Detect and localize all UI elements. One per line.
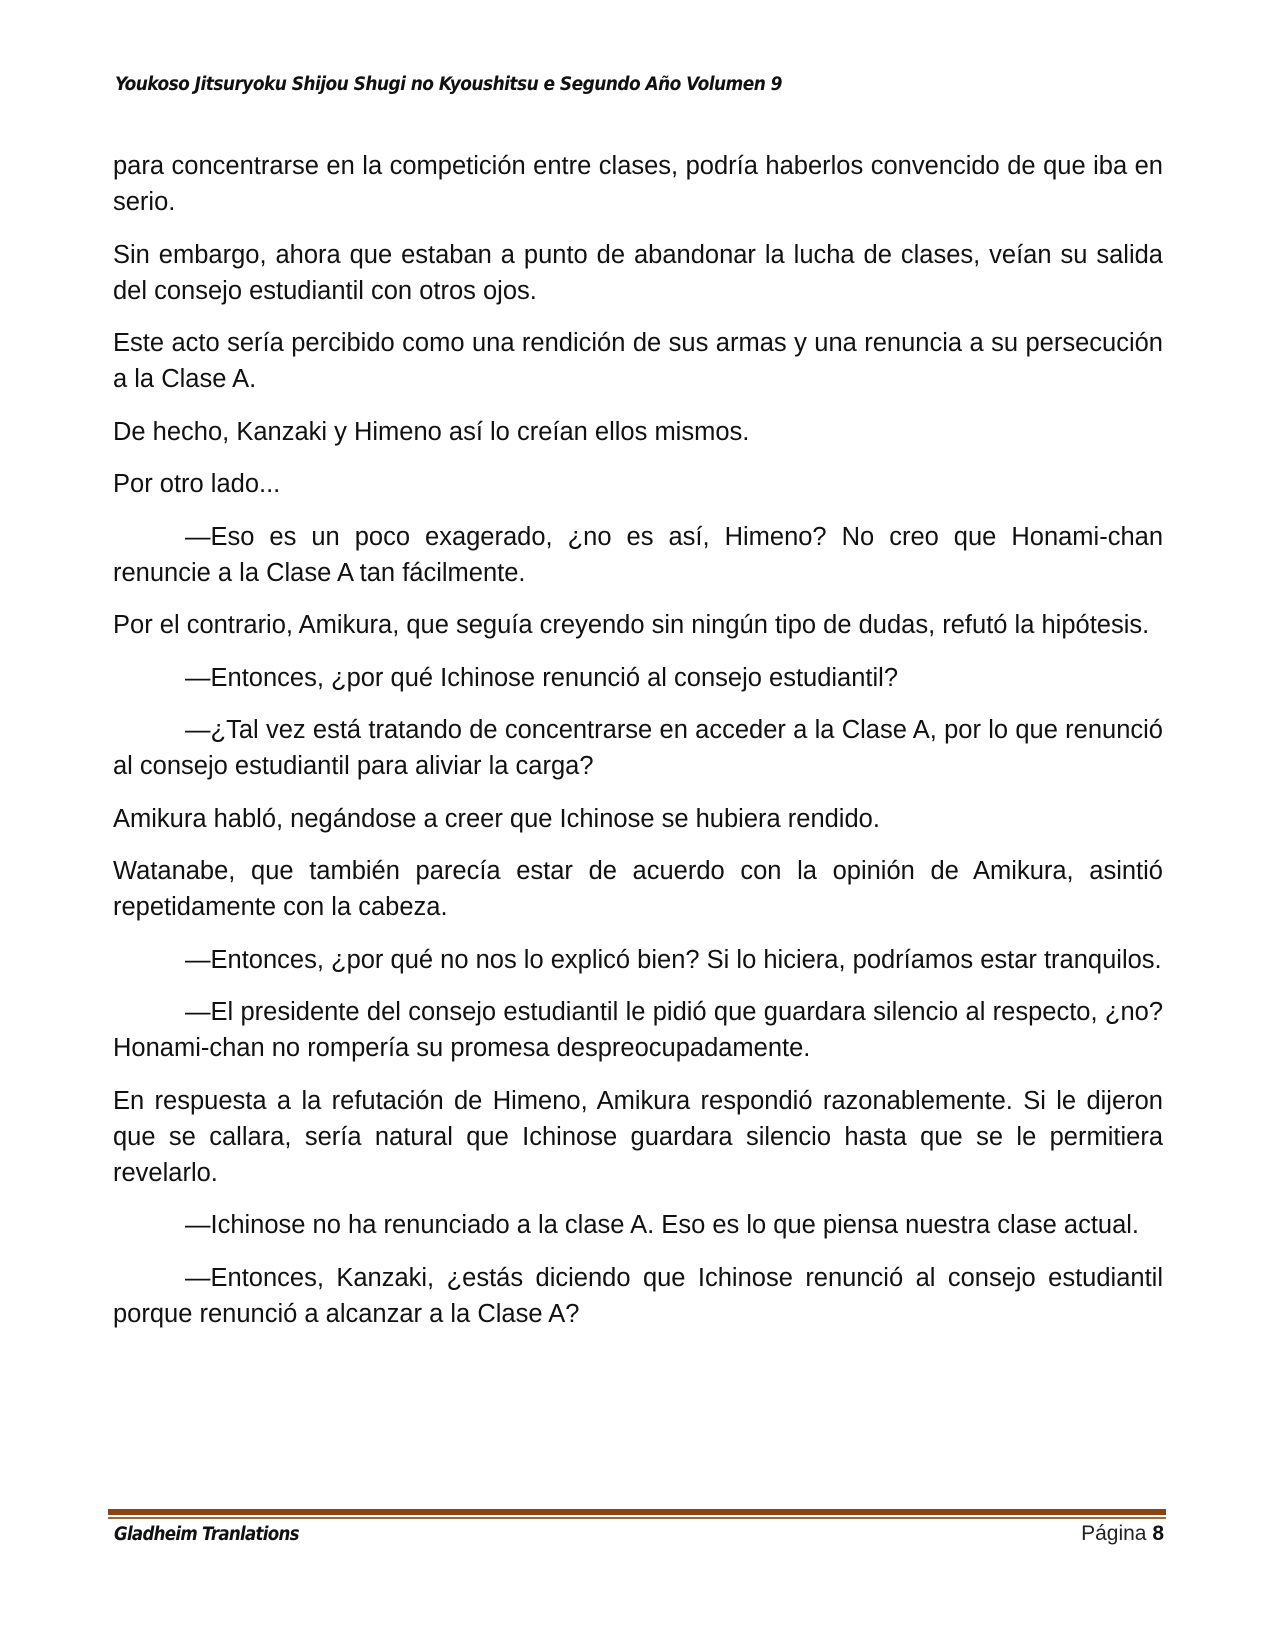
page-number: 8 — [1152, 1522, 1164, 1545]
page-indicator — [1081, 1522, 1164, 1546]
paragraph: para concentrarse en la competición entre clases, podría haberlos convencido de que iba en serio. — [113, 152, 1163, 216]
paragraph: Este acto sería percibido como una rendición de sus armas y una renuncia a su persecución a la Clase A. — [113, 329, 1163, 393]
dialog-paragraph: —¿Tal vez está tratando de concentrarse en acceder a la Clase A, por lo que renunció al consejo estudiantil para aliviar la carga? — [113, 716, 1163, 780]
dialog-paragraph: —Entonces, Kanzaki, ¿estás diciendo que Ichinose renunció al consejo estudiantil porque renunció a alcanzar a la Clase A? — [113, 1263, 1163, 1328]
paragraph: Por otro lado... — [113, 470, 281, 498]
dialog-paragraph: —Ichinose no ha renunciado a la clase A. Eso es lo que piensa nuestra clase actual. — [185, 1211, 1140, 1239]
paragraph: Amikura habló, negándose a creer que Ichinose se hubiera rendido. — [113, 804, 880, 833]
paragraph: Sin embargo, ahora que estaban a punto de abandonar la lucha de clases, veían su salida del consejo estudiantil con otros ojos. — [113, 240, 1163, 305]
footer-credit: Gladheim Tranlations — [114, 1524, 299, 1545]
paragraph: Por el contrario, Amikura, que seguía creyendo sin ningún tipo de dudas, refutó la hipótesis. — [113, 611, 1150, 639]
dialog-paragraph: —El presidente del consejo estudiantil le pidió que guardara silencio al respecto, ¿no? Honami-chan no rompería su promesa despreocupadamente. — [113, 998, 1163, 1062]
footer-rule-thick — [108, 1509, 1166, 1515]
dialog-paragraph: —Entonces, ¿por qué Ichinose renunció al consejo estudiantil? — [185, 663, 899, 692]
page-body — [113, 148, 1163, 1348]
running-header-title: Youkoso Jitsuryoku Shijou Shugi no Kyoushitsu e Segundo Año Volumen 9 — [115, 74, 782, 95]
dialog-paragraph: —Eso es un poco exagerado, ¿no es así, Himeno? No creo que Honami-chan renuncie a la Clase A tan fácilmente. — [113, 522, 1163, 587]
dialog-paragraph: —Entonces, ¿por qué no nos lo explicó bien? Si lo hiciera, podríamos estar tranquilos. — [185, 945, 1162, 974]
paragraph: De hecho, Kanzaki y Himeno así lo creían ellos mismos. — [113, 417, 750, 446]
page-label: Página — [1081, 1522, 1147, 1545]
paragraph: En respuesta a la refutación de Himeno, Amikura respondió razonablemente. Si le dijeron que se callara, sería natural que Ichinose guardara silencio hasta que se le permitiera revelarlo. — [113, 1086, 1163, 1187]
footer-rule-thin — [108, 1517, 1166, 1519]
paragraph: Watanabe, que también parecía estar de acuerdo con la opinión de Amikura, asintió repetidamente con la cabeza. — [113, 857, 1163, 921]
